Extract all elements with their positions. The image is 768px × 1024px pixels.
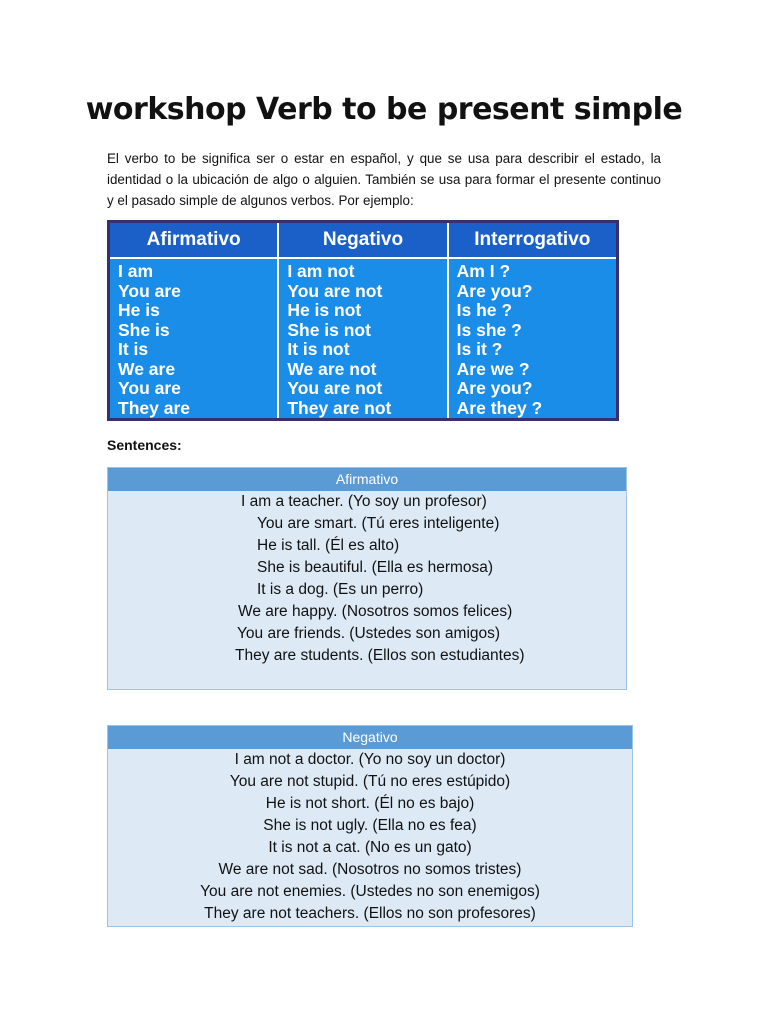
sentence-line: I am not a doctor. (Yo no soy un doctor) bbox=[234, 751, 506, 768]
conjugation-cell bbox=[110, 259, 277, 418]
conjugation-row: They are not bbox=[287, 397, 392, 418]
sentences-heading: Sentences: bbox=[107, 437, 182, 453]
sentence-line: It is a dog. (Es un perro) bbox=[257, 581, 424, 598]
conjugation-row: They are bbox=[118, 397, 190, 418]
sentence-line: It is not a cat. (No es un gato) bbox=[268, 839, 472, 856]
conjugation-header: Afirmativo bbox=[110, 223, 277, 259]
conjugation-row: I am bbox=[118, 261, 154, 281]
conjugation-row: He is not bbox=[287, 300, 362, 320]
conjugation-row: It is not bbox=[287, 339, 350, 359]
sentence-line: They are students. (Ellos son estudiantes) bbox=[235, 647, 525, 664]
conjugation-row: We are not bbox=[287, 358, 377, 379]
sentence-line: You are friends. (Ustedes son amigos) bbox=[237, 625, 501, 642]
conjugation-row: I am not bbox=[287, 261, 355, 281]
sentence-line: He is tall. (Él es alto) bbox=[257, 537, 400, 554]
conjugation-column-affirmative bbox=[110, 223, 279, 418]
affirmative-sentences-box bbox=[107, 467, 627, 690]
intro-paragraph: El verbo to be significa ser o estar en español, y que se usa para describir el estado, la identidad o la ubicación de algo o alguien. También se usa para formar el presente continuo y el pasado simple de algunos verbos. Por ejemplo: bbox=[107, 151, 661, 208]
conjugation-row: She is not bbox=[287, 319, 371, 340]
sentence-line: We are not sad. (Nosotros no somos tristes) bbox=[218, 861, 522, 878]
sentence-line: You are not stupid. (Tú no eres estúpido) bbox=[229, 773, 511, 790]
sentence-line: She is beautiful. (Ella es hermosa) bbox=[257, 559, 494, 576]
sentence-line: We are happy. (Nosotros somos felices) bbox=[238, 603, 513, 620]
negative-box-header: Negativo bbox=[108, 726, 632, 749]
affirmative-sentence-list bbox=[108, 491, 626, 667]
conjugation-header: Interrogativo bbox=[449, 223, 616, 259]
conjugation-table bbox=[107, 220, 619, 421]
conjugation-cell bbox=[449, 259, 616, 418]
negative-sentence-list bbox=[108, 749, 632, 925]
conjugation-row: You are bbox=[118, 280, 181, 301]
conjugation-row: You are not bbox=[287, 378, 383, 398]
conjugation-row: Is he ? bbox=[456, 300, 513, 320]
conjugation-row: It is bbox=[118, 339, 149, 359]
conjugation-row: Are we ? bbox=[456, 358, 530, 379]
conjugation-column-negative bbox=[279, 223, 448, 418]
page-title: workshop Verb to be present simple bbox=[85, 92, 683, 127]
sentence-line: You are not enemies. (Ustedes no son enemigos) bbox=[200, 883, 540, 900]
sentence-line: You are smart. (Tú eres inteligente) bbox=[257, 515, 500, 532]
conjugation-row: We are bbox=[118, 358, 176, 379]
conjugation-row: Am I ? bbox=[456, 261, 511, 281]
sentence-line: She is not ugly. (Ella no es fea) bbox=[263, 817, 477, 834]
negative-sentences-box bbox=[107, 725, 633, 927]
sentence-line: They are not teachers. (Ellos no son profesores) bbox=[204, 905, 536, 922]
conjugation-row: You are bbox=[118, 378, 181, 398]
conjugation-row: Are you? bbox=[456, 280, 533, 301]
sentence-line: He is not short. (Él no es bajo) bbox=[265, 795, 475, 812]
conjugation-header: Negativo bbox=[279, 223, 446, 259]
conjugation-row: Is it ? bbox=[456, 339, 503, 359]
sentence-line: I am a teacher. (Yo soy un profesor) bbox=[241, 493, 487, 510]
conjugation-row: Are they ? bbox=[456, 397, 543, 418]
conjugation-row: Are you? bbox=[456, 378, 533, 398]
conjugation-row: Is she ? bbox=[456, 319, 522, 340]
conjugation-row: You are not bbox=[287, 280, 383, 301]
conjugation-row: She is bbox=[118, 319, 170, 340]
conjugation-row: He is bbox=[118, 300, 160, 320]
conjugation-cell bbox=[279, 259, 446, 418]
affirmative-box-header: Afirmativo bbox=[108, 468, 626, 491]
conjugation-column-interrogative bbox=[449, 223, 616, 418]
